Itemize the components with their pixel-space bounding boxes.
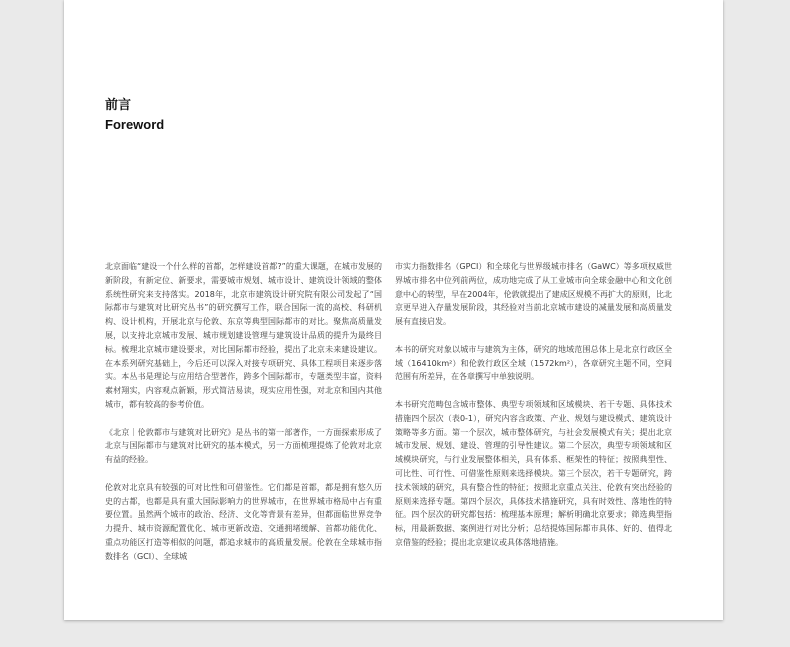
paragraph: 伦敦对北京具有较强的可对比性和可借鉴性。它们都是首都，都是拥有悠久历史的古都，也都是具有重大国际影响力的世界城市，在世界城市格局中占有重要位置。虽然两个城市的政治、经济、文化等背景有差异，但都面临世界竞争力提升、城市资源配置优化、城市更新改造、交通拥堵缓解、首都功能优化、重点功能区打造等相似的问题，都追求城市的高质量发展。伦敦在全球城市指数排名（GCI）、全球城 <box>105 482 382 561</box>
paragraph: 北京面临“建设一个什么样的首都，怎样建设首都?”的重大课题，在城市发展的新阶段，有新定位、新要求，需要城市规划、城市设计、建筑设计领域的整体系统性研究来支持落实。2018年，北京市建筑设计研究院有限公司发起了“国际都市与建筑对比研究丛书”的研究撰写工作，联合国际一流的高校、科研机构、设计机构，开展北京与伦敦、东京等典型国际都市的对比。聚焦高质量发展，以支持北京城市发展、城市规划建设管理与建筑设计品质的提升为最终目标。梳理北京城市建设要求，对比国际都市经验，提出了北京未来建设建议。在本系列研究基础上，今后还可以深入对接专项研究、具体工程项目来逐步落实。本丛书是理论与应用结合型著作，跨多个国际都市，专题类型丰富，资料素材翔实，内容观点新颖，形式简洁易读，现实应用性强，对北京和国内其他城市，都有较高的参考价值。 <box>105 262 382 409</box>
paragraph: 本书的研究对象以城市与建筑为主体，研究的地域范围总体上是北京行政区全域（16410km²）和伦敦行政区全域（1572km²），各章研究主题不同，空间范围有所差异，在各章撰写中单独说明。 <box>395 344 672 382</box>
document-page <box>64 0 723 620</box>
paragraph: 市实力指数排名（GPCI）和全球化与世界级城市排名（GaWC）等多项权威世界城市排名中位列前两位，成功地完成了从工业城市向全球金融中心和文化创意中心的转型，早在2004年，伦敦就提出了建成区规模不再扩大的原则，比北京更早进入存量发展阶段，其经验对当前北京城市建设的减量发展和高质量发展有直接启发。 <box>395 262 672 327</box>
heading-chinese: 前言 <box>105 98 132 113</box>
paragraph: 《北京｜伦敦都市与建筑对比研究》是丛书的第一部著作，一方面探索形成了北京与国际都市与建筑对比研究的基本模式，另一方面梳理提炼了伦敦对北京有益的经验。 <box>105 427 382 465</box>
left-text-column <box>105 260 382 564</box>
paragraph: 本书研究范畴包含城市整体、典型专项领域和区域模块、若干专题、具体技术措施四个层次（表0-1），研究内容含政策、产业、规划与建设模式、建筑设计策略等多方面。第一个层次，城市整体研究，与社会发展模式有关；提出北京城市发展、规划、建设、管理的引导性建议。第二个层次，典型专项领域和区域模块研究，与行业发展整体相关，具有体系、框架性的特征；按照典型性、可比性、可行性、可借鉴性原则来选择模块。第三个层次，若干专题研究，跨技术领域的研究，具有整合性的特征；按照北京重点关注、伦敦有突出经验的原则来选择专题。第四个层次，具体技术措施研究，具有时效性、落地性的特征。四个层次的研究都包括：梳理基本原理；解析明确北京要求；筛选典型指标，用最新数据、案例进行对比分析；总结提炼国际都市具体、好的、值得北京借鉴的经验；提出北京建议或具体落地措施。 <box>395 399 672 547</box>
heading-english: Foreword <box>105 117 165 132</box>
right-text-column <box>395 260 672 550</box>
